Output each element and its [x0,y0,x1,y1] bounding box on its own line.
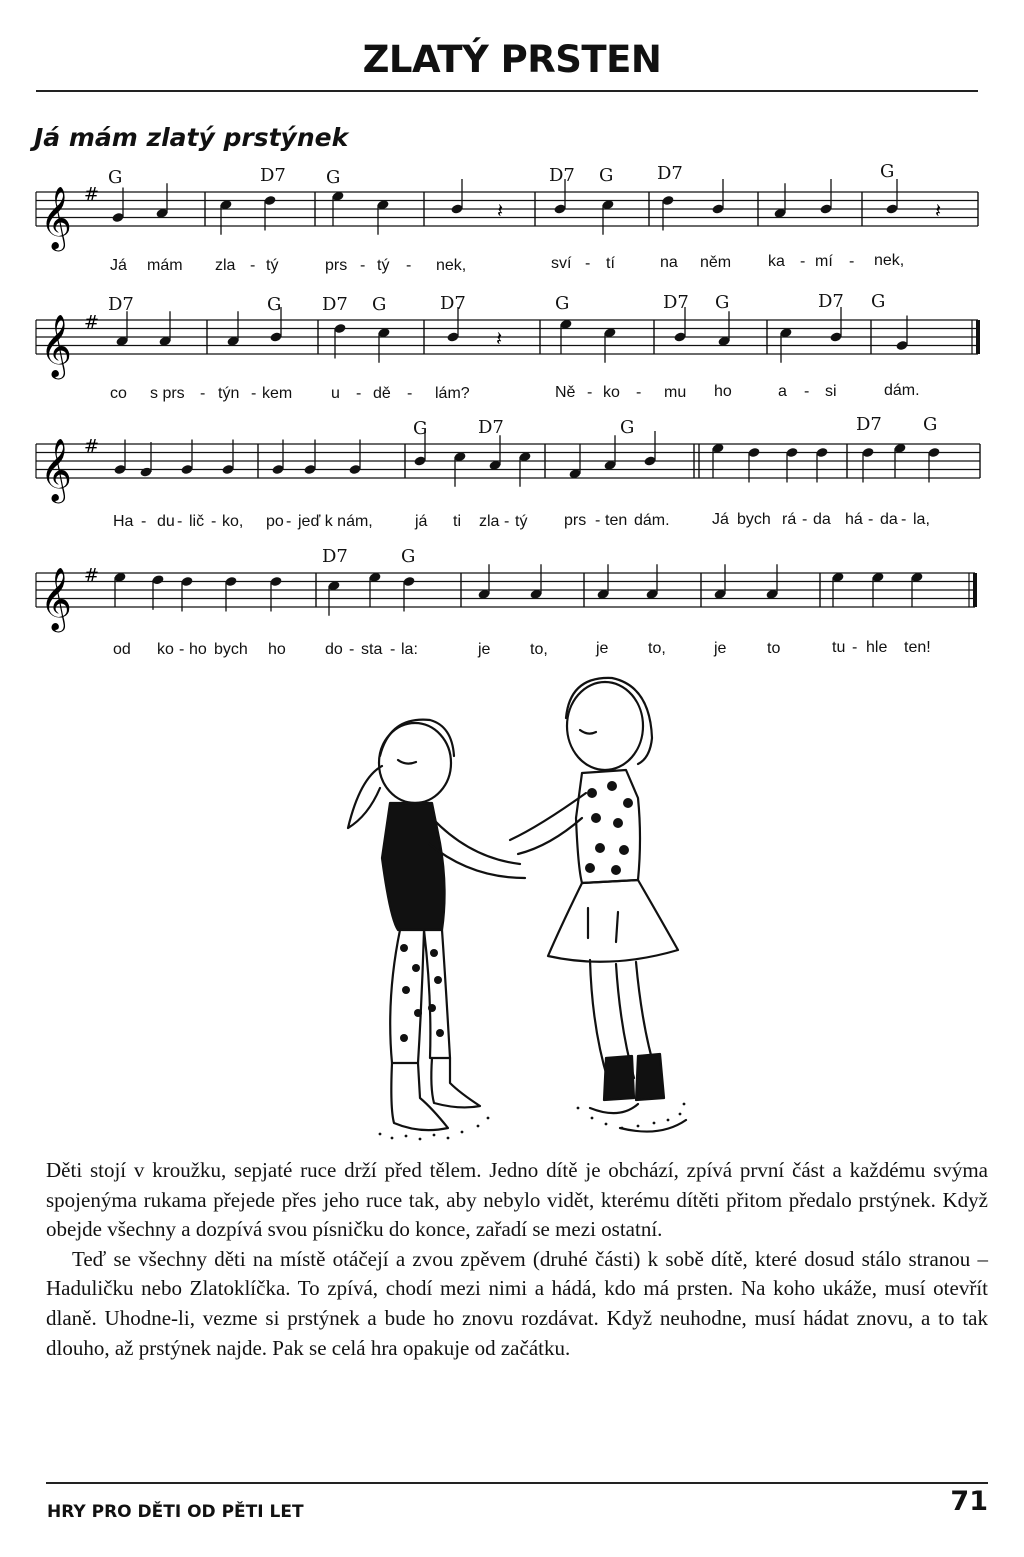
lyric-syllable: sta [361,641,383,658]
lyric-syllable: rá [782,511,797,528]
lyric-syllable: - [286,513,292,530]
lyric-syllable: mí [815,253,833,270]
svg-text:#: # [84,565,100,586]
lyric-syllable: - [349,641,355,658]
lyric-syllable: sví [551,255,572,272]
lyric-syllable: zla [215,257,236,274]
music-staff [0,541,1024,641]
lyric-syllable: há [845,511,863,528]
svg-text:𝄞: 𝄞 [40,438,72,501]
music-staff [0,412,1024,512]
lyric-syllable: ka [768,253,785,270]
chord-label: D7 [856,414,882,435]
chord-label: D7 [322,546,348,567]
lyric-syllable: Já [110,257,127,274]
music-staff [0,288,1024,388]
lyric-syllable: ho [189,641,207,658]
lyric-syllable: lič [189,513,205,530]
lyric-syllable: - [356,385,362,402]
svg-text:𝄽: 𝄽 [497,198,504,223]
chord-label: D7 [657,163,683,184]
staff-system-2 [0,288,1024,408]
two-girls-passing-ring-icon [320,668,700,1148]
lyric-syllable: tý [515,513,528,530]
lyric-syllable: to, [530,641,548,658]
lyric-syllable: prs [325,257,348,274]
lyric-syllable: ho [714,383,732,400]
lyric-syllable: - [141,513,147,530]
lyric-syllable: ko, [222,513,244,530]
music-staff [0,160,1024,260]
lyric-syllable: co [110,385,127,402]
chord-label: G [599,165,614,186]
lyric-syllable: Já [712,511,729,528]
song-title: Já mám zlatý prstýnek [34,123,349,152]
lyric-syllable: ko [603,384,620,401]
chord-label: D7 [663,292,689,313]
chord-label: G [923,414,938,435]
chord-label: G [715,292,730,313]
footer-divider [46,1482,988,1484]
lyric-syllable: - [595,512,601,529]
lyric-syllable: du [157,513,175,530]
lyric-syllable: - [636,384,642,401]
lyric-syllable: mám [147,257,183,274]
lyric-syllable: da [880,511,898,528]
svg-text:#: # [84,312,100,333]
lyric-syllable: ti [453,513,461,530]
lyric-syllable: tý [377,257,390,274]
chord-label: G [880,161,895,182]
lyric-syllable: - [211,513,217,530]
lyric-syllable: - [852,639,858,656]
chord-label: D7 [260,165,286,186]
lyric-syllable: da [813,511,831,528]
lyric-syllable: je [478,641,491,658]
lyric-syllable: - [585,255,591,272]
lyric-syllable: si [825,383,837,400]
chord-label: G [108,167,123,188]
lyric-syllable: - [200,385,206,402]
lyric-syllable: je [714,640,727,657]
game-instructions [46,1156,988,1363]
lyric-syllable: u [331,385,340,402]
svg-text:𝄽: 𝄽 [496,326,503,351]
title-divider [36,90,978,92]
lyric-syllable: něm [700,254,732,271]
lyric-syllable: lám? [435,385,470,402]
chord-label: G [620,417,635,438]
lyric-syllable: - [407,385,413,402]
page-title: ZLATÝ PRSTEN [362,38,662,81]
lyric-syllable: la, [913,511,930,528]
lyric-syllable: - [800,253,806,270]
chord-label: G [401,546,416,567]
lyric-syllable: ho [268,641,286,658]
lyric-syllable: tí [606,255,615,272]
chord-label: D7 [478,417,504,438]
svg-text:𝄞: 𝄞 [40,186,72,249]
lyric-syllable: jeď k nám, [298,513,373,530]
lyric-syllable: ten! [904,639,931,656]
lyric-syllable: bych [737,511,771,528]
lyric-syllable: a [778,383,787,400]
lyric-syllable: bych [214,641,248,658]
staff-system-1 [0,160,1024,280]
lyric-syllable: - [849,253,855,270]
lyric-syllable: dám. [884,382,920,399]
lyric-syllable: já [415,513,428,530]
chord-label: G [372,294,387,315]
staff-system-3 [0,412,1024,532]
lyric-syllable: - [587,384,593,401]
lyric-syllable: nek, [436,257,467,274]
footer-label: HRY PRO DĚTI OD PĚTI LET [47,1502,304,1522]
page-number: 71 [950,1486,988,1517]
lyric-syllable: s prs [150,385,185,402]
chord-label: G [555,293,570,314]
lyric-syllable: hle [866,639,888,656]
lyric-syllable: Ně [555,384,576,401]
lyric-syllable: po [266,513,284,530]
svg-text:𝄽: 𝄽 [935,198,942,223]
lyric-syllable: tu [832,639,846,656]
lyric-syllable: - [250,257,256,274]
chord-label: G [413,418,428,439]
lyric-syllable: - [406,257,412,274]
lyric-syllable: to [767,640,781,657]
chord-label: D7 [440,293,466,314]
chord-label: D7 [818,291,844,312]
lyric-syllable: od [113,641,131,658]
lyric-syllable: tý [266,257,279,274]
lyric-syllable: - [504,513,510,530]
lyric-syllable: je [596,640,609,657]
lyric-syllable: Ha [113,513,134,530]
lyric-syllable: do [325,641,343,658]
lyric-syllable: - [901,511,907,528]
svg-text:𝄞: 𝄞 [40,567,72,630]
svg-text:𝄞: 𝄞 [40,314,72,377]
lyric-syllable: to, [648,640,666,657]
lyric-syllable: - [177,513,183,530]
lyric-syllable: - [804,383,810,400]
lyric-syllable: dám. [634,512,670,529]
lyric-syllable: dě [373,385,391,402]
chord-label: D7 [549,165,575,186]
lyric-syllable: la: [401,641,418,658]
lyric-syllable: kem [262,385,293,402]
svg-text:#: # [84,184,100,205]
chord-label: G [267,294,282,315]
instructions-paragraph: Teď se všechny děti na místě otáčejí a zvou zpěvem (druhé části) k sobě dítě, které dosud stálo stranou – Haduličku nebo Zlatoklíčka. To zpívá, chodí mezi nimi a hádá, kdo má prsten. Na koho ukáže, musí otevřít dlaně. Uhodne-li, vezme si prstýnek a bude ho znovu rozdávat. Když neuhodne, musí hádat znovu, a to tak dlouho, až prstýnek najde. Pak se celá hra opakuje od začátku. [46,1246,988,1360]
lyric-syllable: prs [564,512,587,529]
lyric-syllable: na [660,254,678,271]
lyric-syllable: - [868,511,874,528]
lyric-syllable: - [179,641,185,658]
chord-label: G [326,167,341,188]
lyric-syllable: zla [479,513,500,530]
chord-label: D7 [108,294,134,315]
lyric-syllable: ten [605,512,628,529]
lyric-syllable: ko [157,641,174,658]
lyric-syllable: - [251,385,257,402]
lyric-syllable: nek, [874,252,905,269]
instructions-paragraph: Děti stojí v kroužku, sepjaté ruce drží před tělem. Jedno dítě je obchází, zpívá první část a každému svýma spojenýma rukama přejede přes jeho ruce tak, aby nebylo vidět, kterému dítěti přitom předalo prstýnek. Když obejde všechny a dozpívá svou písničku do konce, zařadí se mezi ostatní. [46,1158,988,1242]
chord-label: D7 [322,294,348,315]
lyric-syllable: týn [218,385,240,402]
chord-label: G [871,291,886,312]
lyric-syllable: mu [664,384,687,401]
lyric-syllable: - [802,511,808,528]
lyric-syllable: - [360,257,366,274]
lyric-syllable: - [390,641,396,658]
svg-text:#: # [84,436,100,457]
staff-system-4 [0,541,1024,661]
